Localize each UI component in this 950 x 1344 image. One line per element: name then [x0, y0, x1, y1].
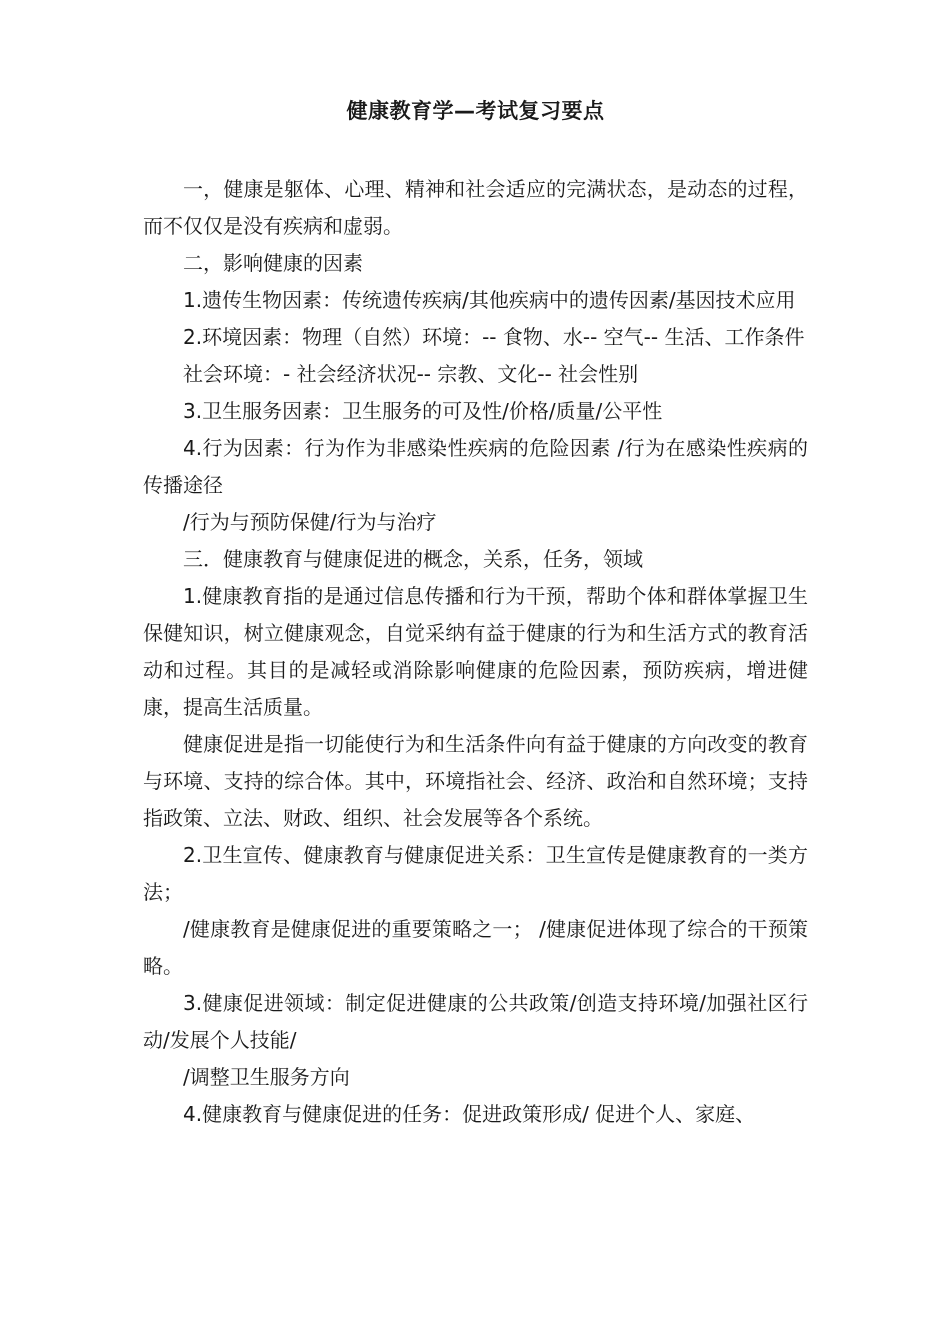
document-body	[143, 171, 808, 1133]
heading-health-education-promotion: 三．健康教育与健康促进的概念，关系，任务，领域	[183, 547, 643, 571]
paragraph-health-education-definition: 1.健康教育指的是通过信息传播和行为干预，帮助个体和群体掌握卫生保健知识，树立健康观念，自觉采纳有益于健康的行为和生活方式的教育活动和过程。其目的是减轻或消除影响健康的危险因素，预防疾病，增进健康，提高生活质量。	[143, 584, 808, 719]
paragraph-genetic-factors: 1.遗传生物因素：传统遗传疾病/其他疾病中的遗传因素/基因技术应用	[183, 288, 796, 312]
paragraph-health-service-factors: 3.卫生服务因素：卫生服务的可及性/价格/质量/公平性	[183, 399, 663, 423]
paragraph-promotion-areas: 3.健康促进领域：制定促进健康的公共政策/创造支持环境/加强社区行动/发展个人技能/	[143, 991, 808, 1052]
paragraph-behavior-continued: /行为与预防保健/行为与治疗	[183, 510, 437, 534]
paragraph-environment-factors: 2.环境因素：物理（自然）环境：-- 食物、水-- 空气-- 生活、工作条件	[183, 325, 805, 349]
paragraph-tasks: 4.健康教育与健康促进的任务：促进政策形成/ 促进个人、家庭、	[183, 1102, 756, 1126]
paragraph-social-environment: 社会环境：- 社会经济状况-- 宗教、文化-- 社会性别	[183, 362, 639, 386]
paragraph-health-promotion-definition: 健康促进是指一切能使行为和生活条件向有益于健康的方向改变的教育与环境、支持的综合体。其中，环境指社会、经济、政治和自然环境；支持指政策、立法、财政、组织、社会发展等各个系统。	[143, 732, 808, 830]
paragraph-promotion-areas-continued: /调整卫生服务方向	[183, 1065, 350, 1089]
paragraph-health-definition: 一，健康是躯体、心理、精神和社会适应的完满状态，是动态的过程，而不仅仅是没有疾病和虚弱。	[143, 177, 808, 238]
heading-health-factors: 二，影响健康的因素	[183, 251, 363, 275]
document-title: 健康教育学—考试复习要点	[346, 99, 605, 123]
paragraph-relationship-continued: /健康教育是健康促进的重要策略之一； /健康促进体现了综合的干预策略。	[143, 917, 808, 978]
paragraph-relationship: 2.卫生宣传、健康教育与健康促进关系：卫生宣传是健康教育的一类方法；	[143, 843, 808, 904]
paragraph-behavior-factors: 4.行为因素：行为作为非感染性疾病的危险因素 /行为在感染性疾病的传播途径	[143, 436, 808, 497]
